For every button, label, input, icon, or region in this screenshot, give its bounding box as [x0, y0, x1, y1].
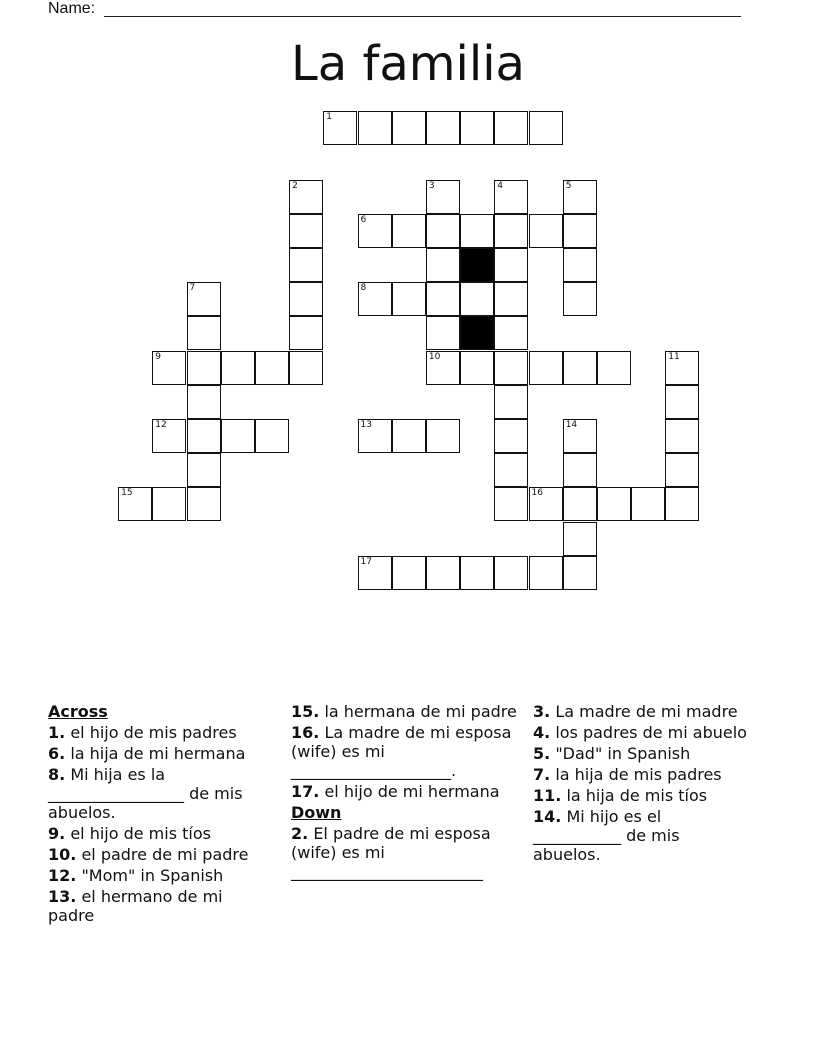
grid-cell[interactable]	[563, 282, 597, 316]
grid-cell[interactable]	[358, 282, 392, 316]
grid-cell[interactable]	[152, 487, 186, 521]
clue-down-3: 3. La madre de mi madre	[533, 702, 738, 721]
grid-cell[interactable]	[494, 248, 528, 282]
grid-cell[interactable]	[494, 214, 528, 248]
grid-cell[interactable]	[118, 487, 152, 521]
grid-cell[interactable]	[460, 111, 494, 145]
grid-cell[interactable]	[358, 214, 392, 248]
grid-cell[interactable]	[426, 248, 460, 282]
grid-cell[interactable]	[665, 453, 699, 487]
clues-column-3	[533, 702, 748, 866]
grid-cell[interactable]	[426, 316, 460, 350]
clue-down-7: 7. la hija de mis padres	[533, 765, 722, 784]
grid-cell[interactable]	[494, 453, 528, 487]
grid-cell[interactable]	[460, 282, 494, 316]
blocked-cell	[460, 248, 494, 282]
page-title: La familia	[291, 36, 525, 92]
grid-cell[interactable]	[494, 556, 528, 590]
clue-number: 5	[565, 180, 572, 191]
grid-cell[interactable]	[392, 419, 426, 453]
clue-down-2: 2. El padre de mi esposa (wife) es mi ________________________	[291, 824, 491, 881]
grid-cell[interactable]	[494, 385, 528, 419]
grid-cell[interactable]	[494, 351, 528, 385]
clue-number: 2	[292, 180, 298, 191]
clue-across-8: 8. Mi hija es la _________________ de mis abuelos.	[48, 765, 243, 822]
clue-number: 17	[360, 556, 372, 567]
grid-cell[interactable]	[358, 419, 392, 453]
grid-cell[interactable]	[563, 351, 597, 385]
clue-across-16: 16. La madre de mi esposa (wife) es mi ____________________.	[291, 723, 512, 780]
grid-cell[interactable]	[460, 351, 494, 385]
grid-cell[interactable]	[563, 214, 597, 248]
grid-cell[interactable]	[494, 419, 528, 453]
grid-cell[interactable]	[187, 487, 221, 521]
clues-column-2	[291, 702, 519, 883]
grid-cell[interactable]	[221, 419, 255, 453]
clue-across-15: 15. la hermana de mi padre	[291, 702, 517, 721]
grid-cell[interactable]	[289, 214, 323, 248]
clue-number: 16	[531, 488, 543, 499]
grid-cell[interactable]	[494, 316, 528, 350]
grid-cell[interactable]	[563, 419, 597, 453]
clue-across-10: 10. el padre de mi padre	[48, 845, 249, 864]
grid-cell[interactable]	[255, 351, 289, 385]
clue-down-11: 11. la hija de mis tíos	[533, 786, 708, 805]
clue-number: 8	[360, 283, 367, 294]
grid-cell[interactable]	[289, 180, 323, 214]
grid-cell[interactable]	[392, 556, 426, 590]
grid-cell[interactable]	[392, 111, 426, 145]
clue-number: 1	[326, 112, 333, 123]
clue-number: 13	[360, 419, 372, 430]
clue-number: 9	[155, 351, 162, 362]
clue-across-13: 13. el hermano de mi padre	[48, 887, 223, 925]
down-heading: Down	[291, 803, 342, 822]
grid-cell[interactable]	[597, 351, 631, 385]
clue-number: 6	[360, 214, 367, 225]
grid-cell[interactable]	[187, 419, 221, 453]
clue-number: 15	[121, 488, 133, 499]
grid-cell[interactable]	[529, 487, 563, 521]
grid-cell[interactable]	[289, 316, 323, 350]
clue-across-6: 6. la hija de mi hermana	[48, 744, 246, 763]
clue-down-14: 14. Mi hijo es el ___________ de mis abuelos.	[533, 807, 680, 864]
grid-cell[interactable]	[152, 351, 186, 385]
clue-number: 7	[189, 283, 196, 294]
clue-number: 4	[497, 180, 504, 191]
clue-down-5: 5. "Dad" in Spanish	[533, 744, 691, 763]
grid-cell[interactable]	[187, 453, 221, 487]
grid-cell[interactable]	[494, 282, 528, 316]
grid-cell[interactable]	[289, 248, 323, 282]
grid-cell[interactable]	[358, 556, 392, 590]
grid-cell[interactable]	[152, 419, 186, 453]
grid-cell[interactable]	[494, 180, 528, 214]
grid-cell[interactable]	[529, 351, 563, 385]
grid-cell[interactable]	[665, 487, 699, 521]
grid-cell[interactable]	[221, 351, 255, 385]
clue-number: 3	[428, 180, 435, 191]
grid-cell[interactable]	[460, 214, 494, 248]
grid-cell[interactable]	[631, 487, 665, 521]
grid-cell[interactable]	[563, 248, 597, 282]
clue-across-1: 1. el hijo de mis padres	[48, 723, 237, 742]
grid-cell[interactable]	[563, 453, 597, 487]
clue-across-9: 9. el hijo de mis tíos	[48, 824, 211, 843]
grid-cell[interactable]	[665, 385, 699, 419]
grid-cell[interactable]	[529, 214, 563, 248]
grid-cell[interactable]	[255, 419, 289, 453]
grid-cell[interactable]	[426, 351, 460, 385]
grid-cell[interactable]	[494, 111, 528, 145]
grid-cell[interactable]	[426, 111, 460, 145]
grid-cell[interactable]	[426, 214, 460, 248]
grid-cell[interactable]	[358, 111, 392, 145]
grid-cell[interactable]	[665, 419, 699, 453]
grid-cell[interactable]	[187, 282, 221, 316]
blocked-cell	[460, 316, 494, 350]
grid-cell[interactable]	[460, 556, 494, 590]
grid-cell[interactable]	[187, 351, 221, 385]
clue-across-17: 17. el hijo de mi hermana	[291, 782, 500, 801]
grid-cell[interactable]	[494, 487, 528, 521]
clue-across-12: 12. "Mom" in Spanish	[48, 866, 224, 885]
grid-cell[interactable]	[426, 180, 460, 214]
clue-number: 12	[155, 419, 167, 430]
clue-number: 11	[668, 351, 680, 362]
clue-number: 10	[428, 351, 441, 362]
grid-cell[interactable]	[563, 180, 597, 214]
clue-down-4: 4. los padres de mi abuelo	[533, 723, 747, 742]
grid-cell[interactable]	[563, 522, 597, 556]
grid-cell[interactable]	[323, 111, 357, 145]
grid-cell[interactable]	[426, 556, 460, 590]
grid-cell[interactable]	[187, 316, 221, 350]
grid-cell[interactable]	[426, 419, 460, 453]
grid-cell[interactable]	[597, 487, 631, 521]
grid-cell[interactable]	[665, 351, 699, 385]
grid-cell[interactable]	[426, 282, 460, 316]
grid-cell[interactable]	[529, 111, 563, 145]
grid-cell[interactable]	[392, 214, 426, 248]
grid-cell[interactable]	[289, 351, 323, 385]
clue-number: 14	[565, 419, 578, 430]
name-label: Name:	[48, 0, 96, 17]
grid-cell[interactable]	[187, 385, 221, 419]
across-heading: Across	[48, 702, 108, 721]
grid-cell[interactable]	[563, 487, 597, 521]
grid-cell[interactable]	[563, 556, 597, 590]
clues-column-1	[48, 702, 270, 927]
grid-cell[interactable]	[289, 282, 323, 316]
grid-cell[interactable]	[529, 556, 563, 590]
grid-cell[interactable]	[392, 282, 426, 316]
